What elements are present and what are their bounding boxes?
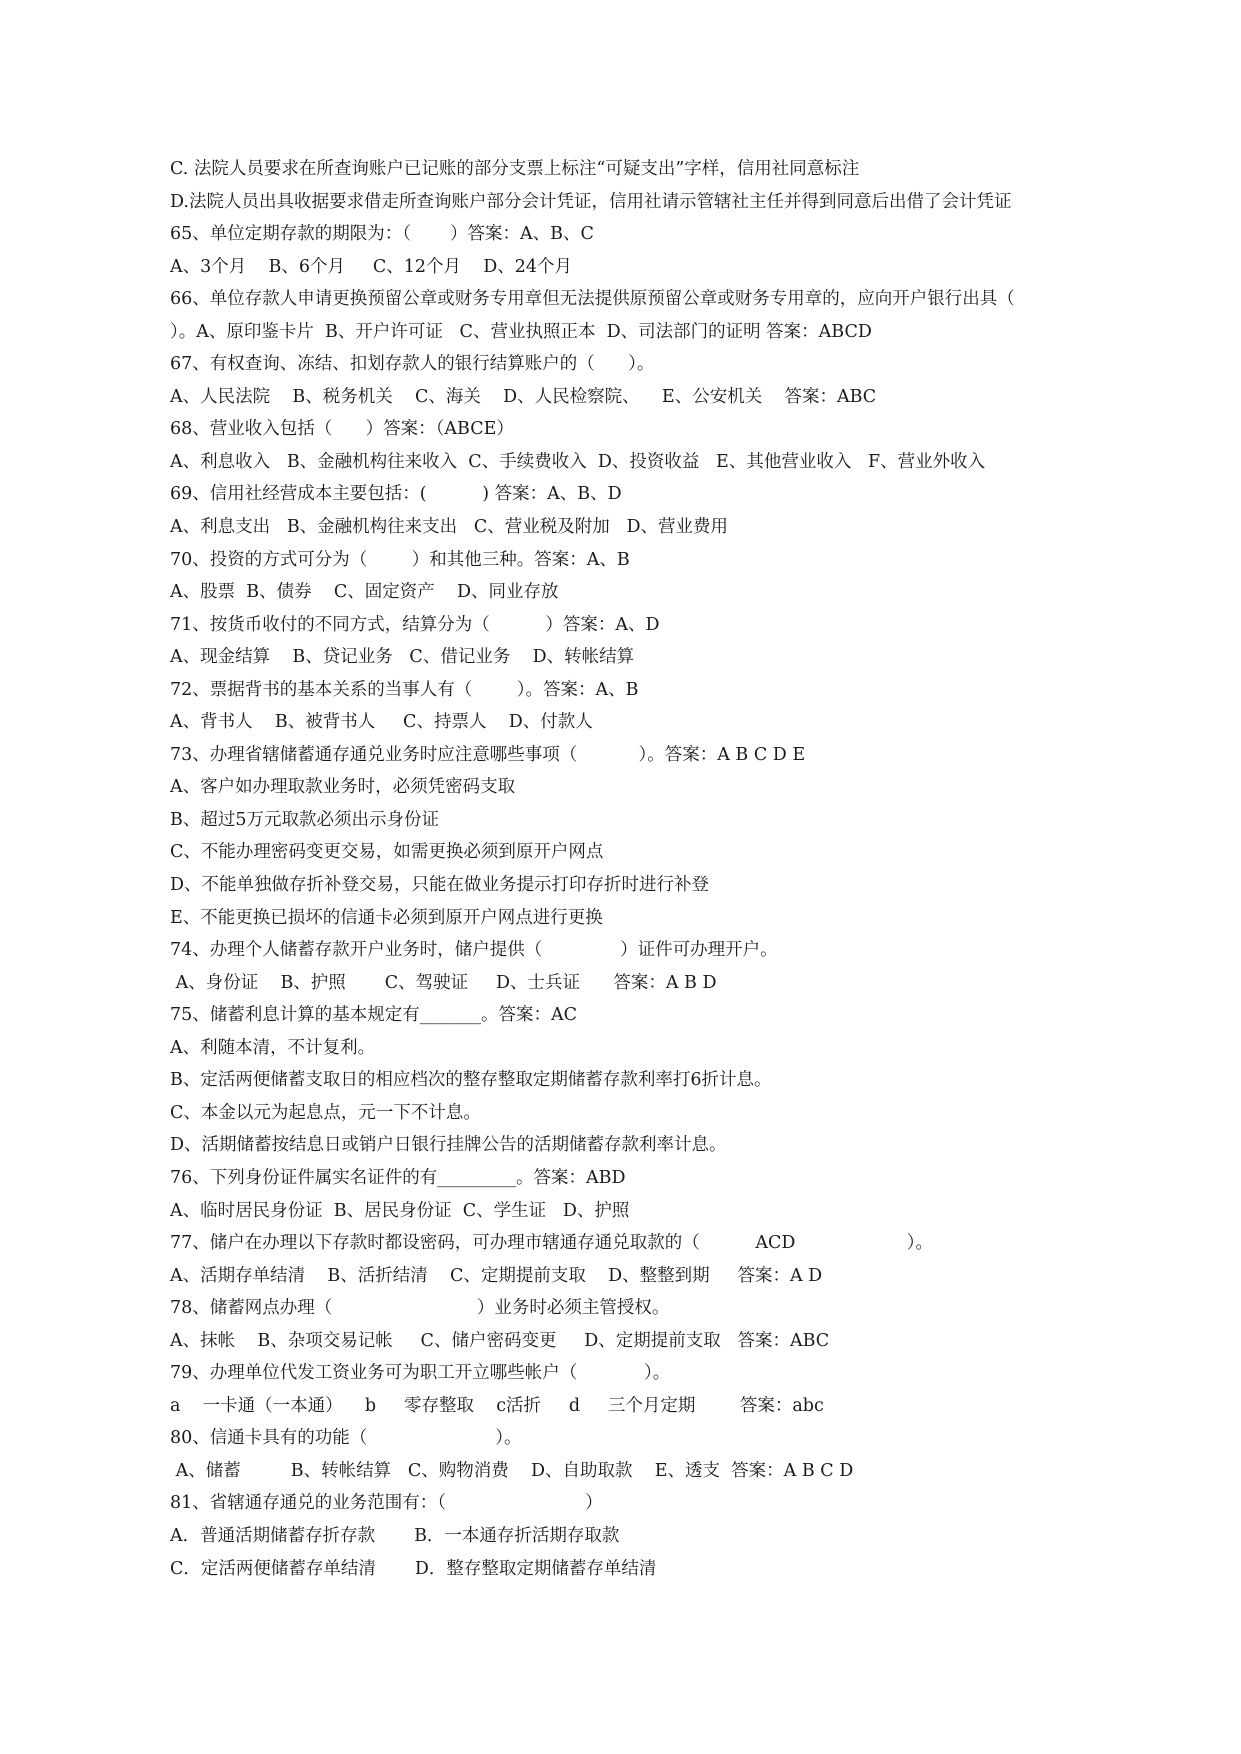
text-line: D、活期储蓄按结息日或销户日银行挂牌公告的活期储蓄存款利率计息。 (170, 1135, 727, 1156)
text-line: A、人民法院 B、税务机关 C、海关 D、人民检察院、 E、公安机关 答案：ABC (170, 386, 877, 407)
text-line: 73、办理省辖储蓄通存通兑业务时应注意哪些事项（ ）。答案：A B C D E (170, 744, 806, 765)
text-line: A、利息支出 B、金融机构往来支出 C、营业税及附加 D、营业费用 (170, 517, 728, 538)
text-line: C. 法院人员要求在所查询账户已记账的部分支票上标注“可疑支出”字样，信用社同意标注 (170, 159, 860, 179)
document-body (170, 153, 1170, 1585)
text-line: A、活期存单结清 B、活折结清 C、定期提前支取 D、整整到期 答案：A D (170, 1265, 823, 1286)
text-line: A、3个月 B、6个月 C、12个月 D、24个月 (170, 256, 573, 277)
text-line: A、客户如办理取款业务时，必须凭密码支取 (170, 777, 516, 798)
text-line: 79、办理单位代发工资业务可为职工开立哪些帐户（ ）。 (170, 1363, 671, 1384)
text-line: 68、营业收入包括（ ）答案：（ABCE） (170, 419, 514, 440)
text-line: A、现金结算 B、贷记业务 C、借记业务 D、转帐结算 (170, 647, 635, 668)
text-line: D.法院人员出具收据要求借走所查询账户部分会计凭证，信用社请示管辖社主任并得到同意后出借了会计凭证 (170, 191, 1012, 212)
text-line: 76、下列身份证件属实名证件的有_________。答案：ABD (170, 1167, 626, 1188)
text-line: A、身份证 B、护照 C、驾驶证 D、士兵证 答案：A B D (170, 972, 717, 993)
text-line: A、利息收入 B、金融机构往来收入 C、手续费收入 D、投资收益 E、其他营业收入 F、营业外收入 (170, 451, 986, 472)
text-line: 67、有权查询、冻结、扣划存款人的银行结算账户的（ ）。 (170, 354, 655, 375)
text-line: 75、储蓄利息计算的基本规定有_______。答案：AC (170, 1005, 578, 1026)
text-line: A、储蓄 B、转帐结算 C、购物消费 D、自助取款 E、透支 答案：A B C D (170, 1460, 854, 1481)
text-line: A、抹帐 B、杂项交易记帐 C、储户密码变更 D、定期提前支取 答案：ABC (170, 1330, 830, 1351)
text-line: B、超过5万元取款必须出示身份证 (170, 809, 439, 830)
text-line: 66、单位存款人申请更换预留公章或财务专用章但无法提供原预留公章或财务专用章的，应向开户银行出具（ (170, 289, 1015, 310)
text-line: 71、按货币收付的不同方式，结算分为（ ）答案：A、D (170, 614, 660, 635)
text-line: C、不能办理密码变更交易，如需更换必须到原开户网点 (170, 842, 604, 863)
text-line: A．普通活期储蓄存折存款 B．一本通存折活期存取款 (170, 1525, 620, 1546)
text-line: A、利随本清，不计复利。 (170, 1037, 376, 1058)
text-line: ）。A、原印鉴卡片 B、开户许可证 C、营业执照正本 D、司法部门的证明 答案：ABCD (170, 321, 872, 342)
text-line: B、定活两便储蓄支取日的相应档次的整存整取定期储蓄存款利率打6折计息。 (170, 1070, 772, 1091)
text-line: 78、储蓄网点办理（ ）业务时必须主管授权。 (170, 1298, 670, 1319)
text-line: 81、省辖通存通兑的业务范围有：（ ） (170, 1493, 603, 1514)
text-line: C．定活两便储蓄存单结清 D．整存整取定期储蓄存单结清 (170, 1558, 657, 1579)
text-line: D、不能单独做存折补登交易，只能在做业务提示打印存折时进行补登 (170, 875, 710, 896)
text-line: A、临时居民身份证 B、居民身份证 C、学生证 D、护照 (170, 1200, 630, 1221)
text-line: 80、信通卡具有的功能（ ）。 (170, 1428, 522, 1449)
text-line: 70、投资的方式可分为（ ）和其他三种。答案：A、B (170, 549, 630, 570)
text-line: A、股票 B、债券 C、固定资产 D、同业存放 (170, 582, 559, 603)
text-line: 77、储户在办理以下存款时都设密码，可办理市辖通存通兑取款的（ ACD ）。 (170, 1233, 933, 1254)
text-line: A、背书人 B、被背书人 C、持票人 D、付款人 (170, 712, 593, 733)
text-line: E、不能更换已损坏的信通卡必须到原开户网点进行更换 (170, 907, 603, 928)
text-line: 72、票据背书的基本关系的当事人有（ ）。答案：A、B (170, 679, 639, 700)
text-line: 69、信用社经营成本主要包括：( ) 答案：A、B、D (170, 484, 622, 505)
text-line: 74、办理个人储蓄存款开户业务时，储户提供（ ）证件可办理开户。 (170, 940, 778, 961)
text-line: a 一卡通（一本通） b 零存整取 c活折 d 三个月定期 答案：abc (170, 1395, 824, 1416)
text-line: 65、单位定期存款的期限为：（ ）答案：A、B、C (170, 224, 594, 245)
text-line: C、本金以元为起息点，元一下不计息。 (170, 1102, 481, 1123)
